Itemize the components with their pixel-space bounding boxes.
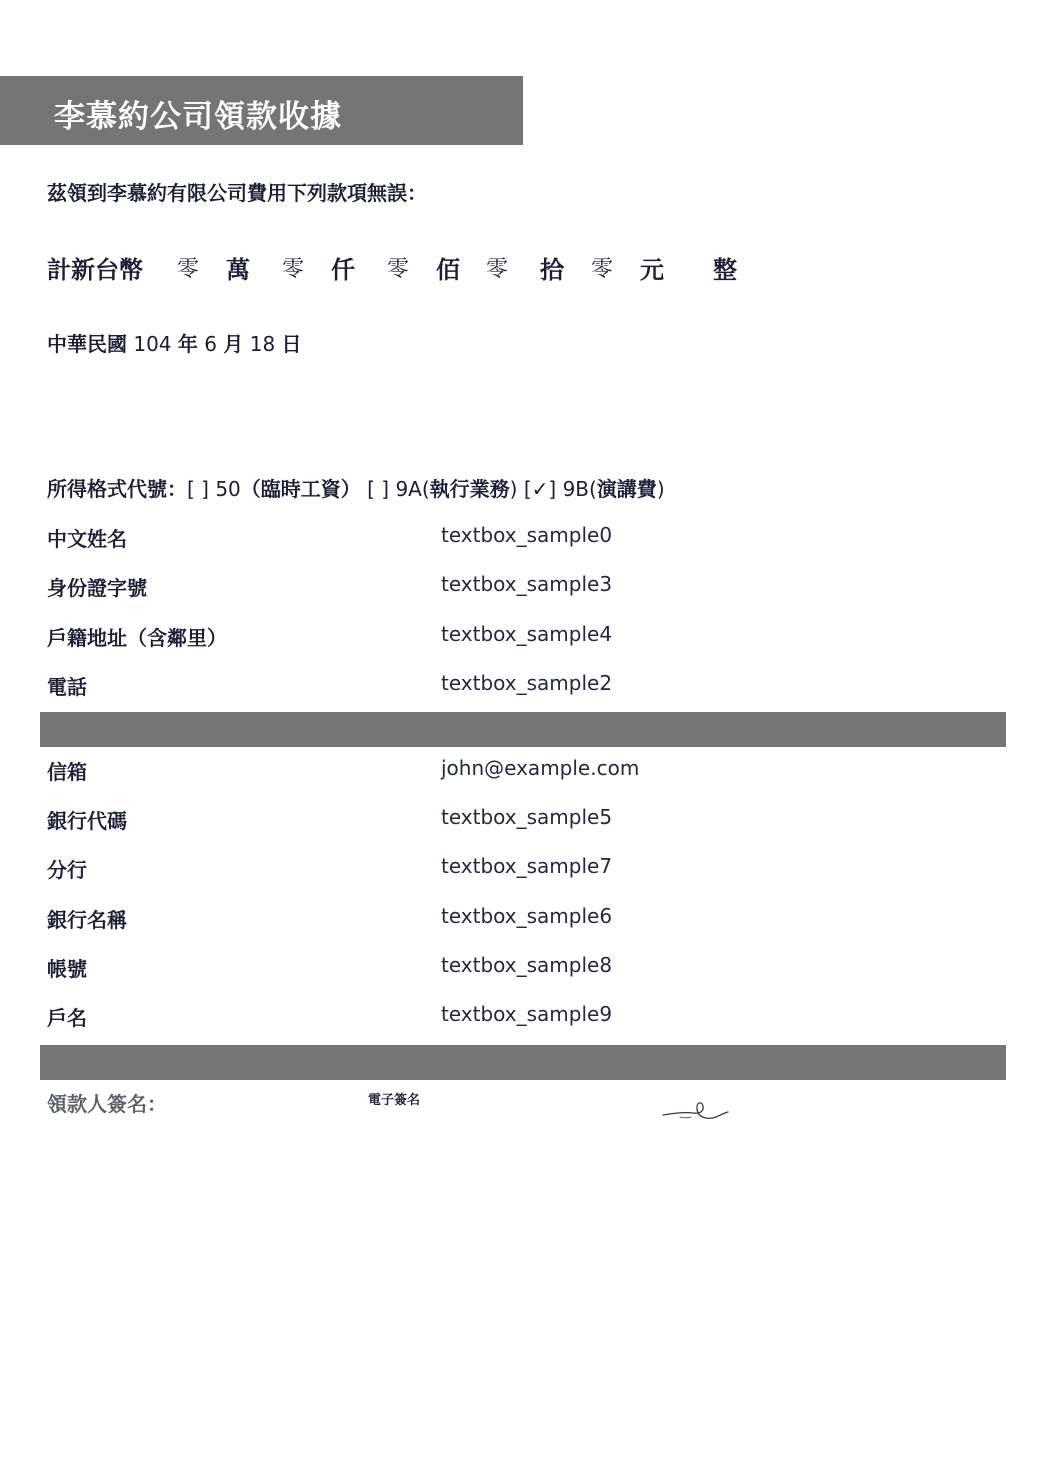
option-9b-label: 演講費 bbox=[596, 477, 657, 501]
field-label-account-holder: 戶名 bbox=[47, 1006, 87, 1030]
field-value-bank-name[interactable]: textbox_sample6 bbox=[441, 904, 613, 928]
option-9a-checkbox[interactable]: [ ] 9A( bbox=[367, 477, 430, 501]
amount-qian-digit: 零 bbox=[282, 257, 305, 282]
option-9a-close: ) bbox=[509, 477, 518, 501]
document-title: 李慕約公司領款收據 bbox=[54, 99, 342, 135]
field-value-account-holder[interactable]: textbox_sample9 bbox=[441, 1002, 613, 1026]
field-label-bank-code: 銀行代碼 bbox=[47, 809, 127, 833]
field-label-bank-name: 銀行名稱 bbox=[47, 908, 127, 932]
option-9a-label: 執行業務 bbox=[429, 477, 510, 501]
amount-wan-unit: 萬 bbox=[226, 256, 250, 284]
section-divider bbox=[40, 712, 1006, 747]
field-label-name: 中文姓名 bbox=[47, 527, 127, 551]
e-signature-label: 電子簽名 bbox=[368, 1093, 421, 1108]
date-day-unit: 日 bbox=[281, 332, 302, 356]
field-label-phone: 電話 bbox=[47, 675, 87, 699]
amount-prefix: 計新台幣 bbox=[47, 256, 143, 284]
signature-image bbox=[660, 1098, 732, 1134]
section-divider bbox=[40, 1045, 1006, 1080]
date-day: 18 bbox=[249, 332, 276, 356]
field-value-bank-code[interactable]: textbox_sample5 bbox=[441, 805, 613, 829]
amount-bai-digit: 零 bbox=[387, 257, 410, 282]
income-format-line bbox=[47, 473, 665, 502]
field-label-account: 帳號 bbox=[47, 957, 87, 981]
field-value-id[interactable]: textbox_sample3 bbox=[441, 572, 613, 596]
field-label-address: 戶籍地址（含鄰里） bbox=[47, 626, 227, 650]
date-year-unit: 年 bbox=[177, 332, 198, 356]
amount-bai-unit: 佰 bbox=[436, 256, 460, 284]
date-line bbox=[47, 328, 302, 357]
date-year: 104 bbox=[133, 332, 172, 356]
field-value-phone[interactable]: textbox_sample2 bbox=[441, 671, 613, 695]
intro-statement: 茲領到李慕約有限公司費用下列款項無誤： bbox=[47, 181, 427, 205]
field-value-email[interactable]: john@example.com bbox=[441, 756, 640, 780]
income-format-label: 所得格式代號： bbox=[47, 477, 187, 501]
amount-yuan-unit: 元 bbox=[640, 256, 664, 284]
option-9b-close: ) bbox=[656, 477, 665, 501]
amount-shi-unit: 拾 bbox=[540, 256, 564, 284]
date-month: 6 bbox=[204, 332, 217, 356]
amount-shi-digit: 零 bbox=[486, 257, 509, 282]
option-50-checkbox[interactable]: [ ] 50 bbox=[187, 477, 241, 501]
field-label-branch: 分行 bbox=[47, 858, 87, 882]
field-label-email: 信箱 bbox=[47, 760, 87, 784]
field-value-branch[interactable]: textbox_sample7 bbox=[441, 854, 613, 878]
date-era: 中華民國 bbox=[47, 332, 127, 356]
amount-suffix: 整 bbox=[713, 256, 737, 284]
field-label-id: 身份證字號 bbox=[47, 576, 147, 600]
amount-yuan-digit: 零 bbox=[591, 257, 614, 282]
amount-qian-unit: 仟 bbox=[331, 256, 355, 284]
field-value-name[interactable]: textbox_sample0 bbox=[441, 523, 613, 547]
date-month-unit: 月 bbox=[223, 332, 244, 356]
amount-wan-digit: 零 bbox=[177, 257, 200, 282]
field-value-address[interactable]: textbox_sample4 bbox=[441, 622, 613, 646]
field-value-account[interactable]: textbox_sample8 bbox=[441, 953, 613, 977]
option-50-label: （臨時工資） bbox=[240, 477, 361, 501]
signature-label: 領款人簽名： bbox=[47, 1092, 167, 1116]
option-9b-checkbox[interactable]: [✓] 9B( bbox=[523, 477, 597, 501]
